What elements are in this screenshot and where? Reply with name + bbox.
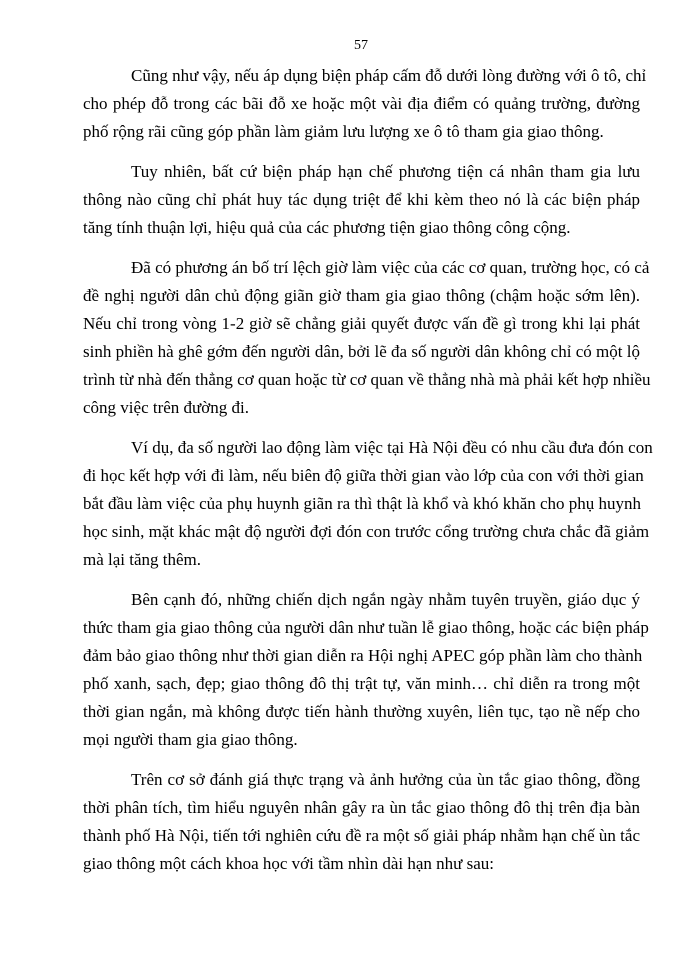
text-line: phố xanh, sạch, đẹp; giao thông đô thị trật tự, văn minh… chỉ diễn ra trong một (83, 674, 640, 693)
paragraph (83, 158, 640, 242)
text-line: thức tham gia giao thông của người dân như tuần lễ giao thông, hoặc các biện pháp (83, 618, 649, 637)
text-line: mọi người tham gia giao thông. (83, 730, 298, 749)
text-line: học sinh, mặt khác mật độ người đợi đón con trước cổng trường chưa chắc đã giảm (83, 522, 650, 541)
text-line: mà lại tăng thêm. (83, 550, 202, 569)
text-line: trình từ nhà đến thẳng cơ quan hoặc từ cơ quan về thẳng nhà mà phải kết hợp nhiều (83, 370, 651, 389)
text-line: thành phố Hà Nội, tiến tới nghiên cứu đề ra một số giải pháp nhằm hạn chế ùn tắc (83, 826, 640, 845)
page-number: 57 (354, 38, 368, 53)
text-line: thời phân tích, tìm hiểu nguyên nhân gây ra ùn tắc giao thông đô thị trên địa bàn (83, 798, 640, 817)
text-line: cho phép đỗ trong các bãi đỗ xe hoặc một vài địa điểm có quảng trường, đường (83, 94, 640, 113)
text-line: bắt đầu làm việc của phụ huynh giãn ra thì thật là khổ và khó khăn cho phụ huynh (83, 494, 642, 513)
text-line: đi học kết hợp với đi làm, nếu biên độ giữa thời gian vào lớp của con với thời gian (83, 466, 644, 485)
text-line: thời gian ngắn, mà không được tiến hành thường xuyên, liên tục, tạo nề nếp cho (83, 702, 640, 721)
paragraph (83, 434, 653, 574)
text-line: Ví dụ, đa số người lao động làm việc tại Hà Nội đều có nhu cầu đưa đón con (131, 438, 653, 457)
text-line: đảm bảo giao thông như thời gian diễn ra Hội nghị APEC góp phần làm cho thành (83, 646, 643, 665)
text-line: tăng tính thuận lợi, hiệu quả của các phương tiện giao thông công cộng. (83, 218, 571, 237)
paragraph (83, 62, 647, 146)
text-line: sinh phiền hà ghê gớm đến người dân, bởi lẽ đa số người dân không chỉ có một lộ (83, 342, 640, 361)
text-line: Đã có phương án bố trí lệch giờ làm việc của các cơ quan, trường học, có cả (131, 258, 650, 277)
document-body (83, 62, 653, 890)
text-line: Trên cơ sở đánh giá thực trạng và ảnh hưởng của ùn tắc giao thông, đồng (131, 770, 640, 789)
text-line: Cũng như vậy, nếu áp dụng biện pháp cấm đỗ dưới lòng đường với ô tô, chỉ (131, 66, 647, 85)
text-line: Nếu chỉ trong vòng 1-2 giờ sẽ chẳng giải quyết được vấn đề gì trong khi lại phát (83, 314, 640, 333)
paragraph (83, 586, 649, 754)
paragraph (83, 254, 651, 422)
text-line: công việc trên đường đi. (83, 398, 249, 417)
text-line: giao thông một cách khoa học với tầm nhìn dài hạn như sau: (83, 854, 495, 873)
text-line: Tuy nhiên, bất cứ biện pháp hạn chế phương tiện cá nhân tham gia lưu (131, 162, 640, 181)
text-line: đề nghị người dân chủ động giãn giờ tham gia giao thông (chậm hoặc sớm lên). (83, 286, 640, 305)
text-line: thông nào cũng chỉ phát huy tác dụng triệt để khi kèm theo nó là các biện pháp (83, 190, 640, 209)
text-line: phố rộng rãi cũng góp phần làm giảm lưu lượng xe ô tô tham gia giao thông. (83, 122, 604, 141)
paragraph (83, 766, 640, 878)
text-line: Bên cạnh đó, những chiến dịch ngắn ngày nhằm tuyên truyền, giáo dục ý (131, 590, 640, 609)
